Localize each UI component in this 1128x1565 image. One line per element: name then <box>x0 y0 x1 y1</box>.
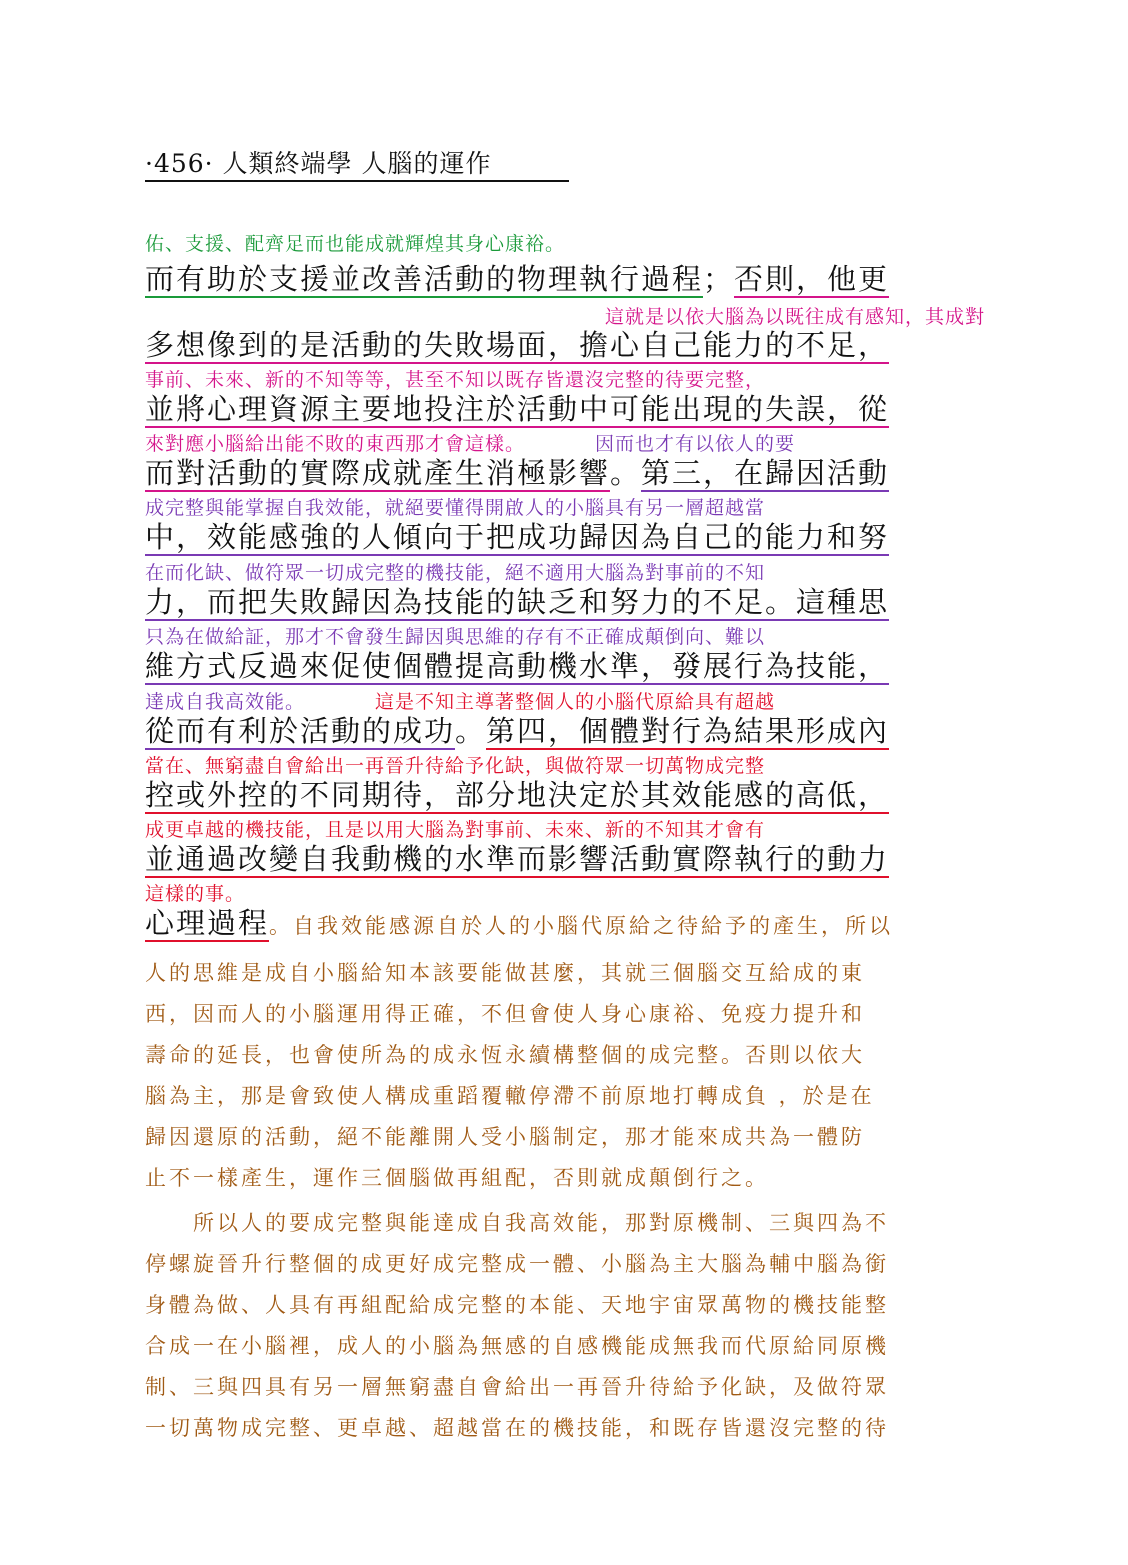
underlined-span: 多想像到的是活動的失敗場面，擔心自己能力的不足， <box>145 328 890 362</box>
main-text-line <box>145 714 985 750</box>
body-line: 人的思維是成自小腦給知本該要能做甚麼，其就三個腦交互給成的東 <box>145 961 865 985</box>
note-span: 這是不知主導著整個人的小腦代原給具有超越 <box>375 691 776 713</box>
underlined-span: 從而有利於活動的成功 <box>145 714 456 748</box>
punct: 。 <box>610 456 642 490</box>
note-line: 成完整與能掌握自我效能，就絕要懂得開啟人的小腦具有另一層超越當 <box>145 497 766 519</box>
note-line: 在而化缺、做符眾一切成完整的機技能，絕不適用大腦為對事前的不知 <box>145 562 766 584</box>
body-line: 身體為做、人具有再組配給成完整的本能、天地宇宙眾萬物的機技能整 <box>145 1293 889 1317</box>
main-text-line <box>145 585 985 621</box>
main-text-line <box>145 262 985 298</box>
note-line: 這就是以依大腦為以既往成有感知，其成對 <box>604 306 985 328</box>
body-line: 西，因而人的小腦運用得正確，不但會使人身心康裕、免疫力提升和 <box>145 1002 865 1026</box>
punct: ； <box>703 262 735 296</box>
body-line: 合成一在小腦裡，成人的小腦為無感的自感機能成無我而代原給同原機 <box>145 1334 889 1358</box>
main-text-line <box>145 778 985 814</box>
body-line: 所以人的要成完整與能達成自我高效能，那對原機制、三與四為不 <box>193 1211 889 1235</box>
body-line: 制、三與四具有另一層無窮盡自會給出一再晉升待給予化缺，及做符眾 <box>145 1375 889 1399</box>
underlined-span: 否則，他更 <box>734 262 890 296</box>
body-line: 歸因還原的活動，絕不能離開人受小腦制定，那才能來成共為一體防 <box>145 1125 865 1149</box>
underlined-span: 並將心理資源主要地投注於活動中可能出現的失誤，從 <box>145 392 890 426</box>
body-line: 停螺旋晉升行整個的成更好成完整成一體、小腦為主大腦為輔中腦為銜 <box>145 1252 889 1276</box>
main-text-line <box>145 520 985 556</box>
note-line: 當在、無窮盡自會給出一再晉升待給予化缺，與做符眾一切萬物成完整 <box>145 755 766 777</box>
main-text-line <box>145 906 985 945</box>
note-span: 因而也才有以依人的要 <box>595 433 796 455</box>
main-text-line <box>145 842 985 878</box>
body-line: 一切萬物成完整、更卓越、超越當在的機技能，和既存皆還沒完整的待 <box>145 1416 889 1440</box>
underlined-span: 心理過程 <box>145 906 270 940</box>
underlined-span: 第四，個體對行為結果形成內 <box>486 714 890 748</box>
page-header: ·456· 人類終端學 人腦的運作 <box>145 148 569 182</box>
note-line <box>145 432 985 456</box>
note-line: 成更卓越的機技能，且是以用大腦為對事前、未來、新的不知其才會有 <box>145 819 766 841</box>
main-text-line <box>145 328 985 364</box>
underlined-span: 控或外控的不同期待，部分地決定於其效能感的高低， <box>145 778 890 812</box>
main-text-line <box>145 456 985 492</box>
note-line: 只為在做給証，那才不會發生歸因與思維的存有不正確成顛倒向、難以 <box>145 626 766 648</box>
underlined-span: 而有助於支援並改善活動的物理執行過程 <box>145 262 704 296</box>
underlined-span: 維方式反過來促使個體提高動機水準，發展行為技能， <box>145 649 890 683</box>
note-line <box>145 690 985 714</box>
note-span: 來對應小腦給出能不敗的東西那才會這樣。 <box>145 433 526 455</box>
body-line: 壽命的延長，也會使所為的成永恆永續構整個的成完整。否則以依大 <box>145 1043 865 1067</box>
note-line: 事前、未來、新的不知等等，甚至不知以既存皆還沒完整的待要完整， <box>145 369 766 391</box>
note-line: 這樣的事。 <box>145 883 246 905</box>
main-text-line <box>145 649 985 685</box>
underlined-span: 力，而把失敗歸因為技能的缺乏和努力的不足。這種思 <box>145 585 890 619</box>
body-line: 腦為主，那是會致使人構成重蹈覆轍停滯不前原地打轉成負 ，於是在 <box>145 1084 875 1108</box>
punct: 。 <box>455 714 487 748</box>
note-span: 達成自我高效能。 <box>145 691 306 713</box>
underlined-span: 而對活動的實際成就產生消極影響 <box>145 456 611 490</box>
main-text-line <box>145 392 985 428</box>
body-line: 止不一樣產生，運作三個腦做再組配，否則就成顛倒行之。 <box>145 1166 769 1190</box>
body-text-span: 。自我效能感源自於人的小腦代原給之待給予的產生，所以 <box>269 914 894 938</box>
underlined-span: 中，效能感強的人傾向于把成功歸因為自己的能力和努 <box>145 520 890 554</box>
note-line: 佑、支援、配齊足而也能成就輝煌其身心康裕。 <box>145 233 566 255</box>
underlined-span: 第三，在歸因活動 <box>641 456 890 490</box>
underlined-span: 並通過改變自我動機的水準而影響活動實際執行的動力 <box>145 842 890 876</box>
